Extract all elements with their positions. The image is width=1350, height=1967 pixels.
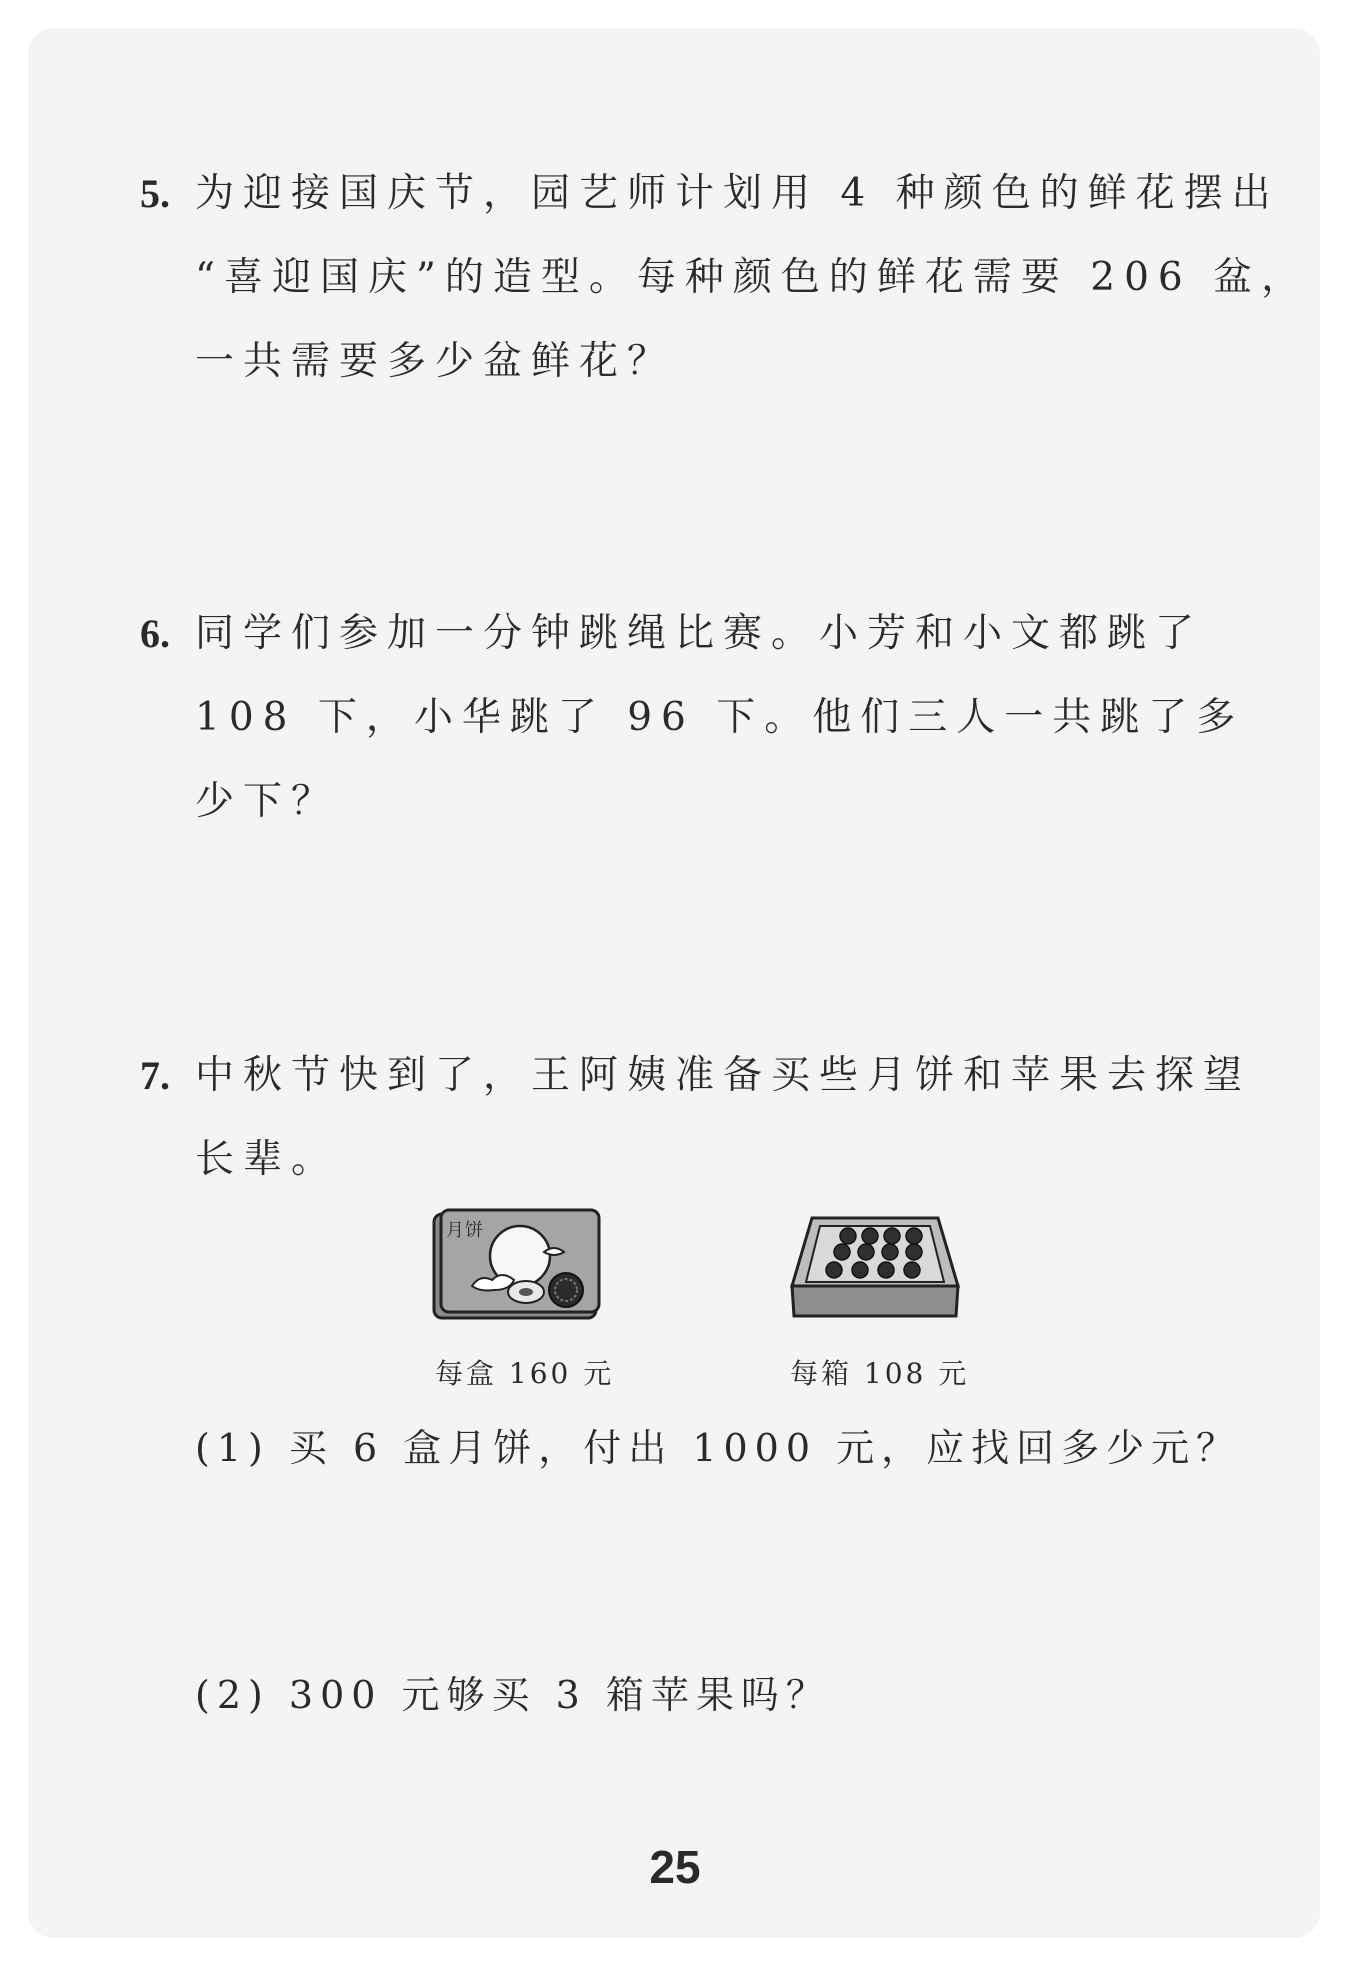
question-6	[140, 592, 1245, 852]
apple-icon	[826, 1262, 842, 1278]
mooncake-box-label: 月饼	[446, 1220, 484, 1241]
apple-icon	[904, 1262, 920, 1278]
subquestion-1: (1) 买 6 盒月饼，付出 1000 元，应找回多少元？	[195, 1426, 1242, 1470]
apple-icon	[834, 1244, 850, 1260]
mooncake-box-icon	[432, 1208, 602, 1320]
mooncake-price-caption: 每盒 160 元	[435, 1357, 615, 1390]
question-text-line: 同学们参加一分钟跳绳比赛。小芳和小文都跳了	[195, 611, 1204, 656]
question-text-line: 一共需要多少盆鲜花？	[195, 339, 676, 384]
apple-icon	[878, 1262, 894, 1278]
question-text-line: “喜迎国庆”的造型。每种颜色的鲜花需要 206 盆，	[195, 255, 1310, 300]
subquestion-2: (2) 300 元够买 3 箱苹果吗？	[195, 1673, 831, 1717]
question-text-line: 中秋节快到了，王阿姨准备买些月饼和苹果去探望	[195, 1053, 1252, 1098]
question-number: 5.	[140, 171, 170, 216]
question-text-line: 108 下，小华跳了 96 下。他们三人一共跳了多	[195, 695, 1245, 740]
apple-icon	[884, 1228, 900, 1244]
apple-icon	[858, 1244, 874, 1260]
question-text-line: 长辈。	[195, 1137, 340, 1182]
question-5	[140, 152, 1310, 412]
question-number: 6.	[140, 611, 170, 656]
apple-box-icon	[790, 1212, 960, 1320]
apple-icon	[862, 1228, 878, 1244]
page-number: 25	[649, 1841, 701, 1893]
question-number: 7.	[140, 1053, 170, 1098]
apple-icon	[840, 1228, 856, 1244]
apple-icon	[906, 1244, 922, 1260]
apple-icon	[852, 1262, 868, 1278]
apple-icon	[882, 1244, 898, 1260]
apple-icon	[906, 1228, 922, 1244]
question-text-line: 少下？	[195, 779, 340, 824]
question-7	[140, 1034, 1252, 1214]
question-text-line: 为迎接国庆节，园艺师计划用 4 种颜色的鲜花摆出	[195, 171, 1280, 216]
apple-price-caption: 每箱 108 元	[790, 1357, 970, 1390]
